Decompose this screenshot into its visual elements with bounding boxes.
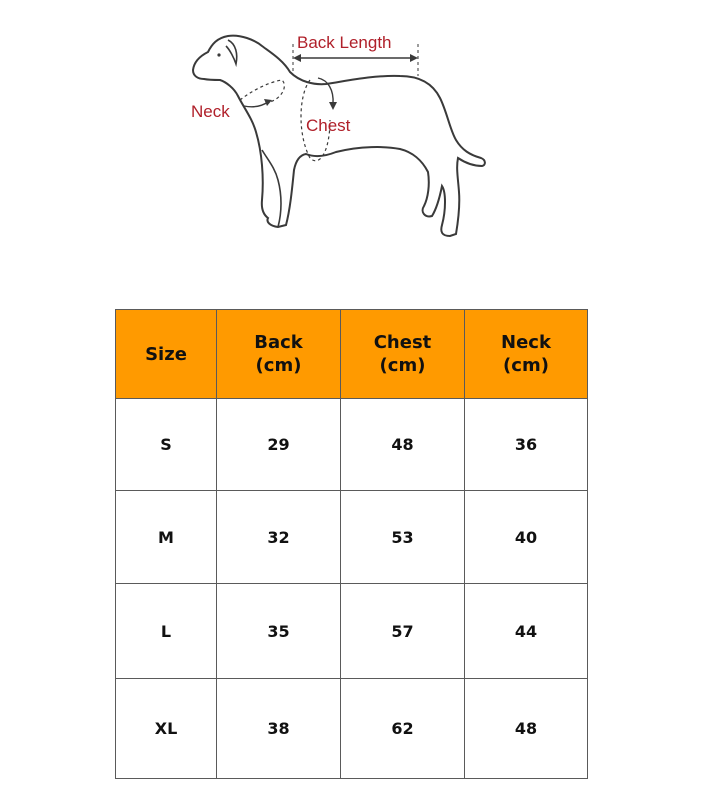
header-neck-label: Neck xyxy=(501,332,551,353)
cell-size: L xyxy=(116,584,217,679)
cell-back: 29 xyxy=(217,399,341,491)
dog-measurement-diagram xyxy=(0,0,711,270)
cell-size: S xyxy=(116,399,217,491)
cell-chest: 57 xyxy=(341,584,465,679)
table-row xyxy=(116,679,588,779)
size-chart-table xyxy=(115,309,588,779)
dog-eye xyxy=(217,53,220,56)
cell-size: XL xyxy=(116,679,217,779)
header-chest-label: Chest xyxy=(373,332,432,353)
header-neck-unit: (cm) xyxy=(503,355,549,376)
cell-neck: 40 xyxy=(465,491,588,584)
header-size xyxy=(116,310,217,399)
table-header-row xyxy=(116,310,588,399)
table-row xyxy=(116,491,588,584)
cell-chest: 62 xyxy=(341,679,465,779)
cell-back: 35 xyxy=(217,584,341,679)
table-row xyxy=(116,399,588,491)
header-back xyxy=(217,310,341,399)
neck-measure-loop xyxy=(240,80,284,102)
cell-back: 38 xyxy=(217,679,341,779)
cell-neck: 44 xyxy=(465,584,588,679)
cell-back: 32 xyxy=(217,491,341,584)
cell-size: M xyxy=(116,491,217,584)
header-neck xyxy=(465,310,588,399)
neck-label: Neck xyxy=(191,102,230,121)
header-chest-unit: (cm) xyxy=(379,355,426,376)
cell-chest: 53 xyxy=(341,491,465,584)
cell-neck: 48 xyxy=(465,679,588,779)
cell-neck: 36 xyxy=(465,399,588,491)
header-size-label: Size xyxy=(145,343,187,365)
dog-illustration xyxy=(0,0,711,270)
table-row xyxy=(116,584,588,679)
cell-chest: 48 xyxy=(341,399,465,491)
header-chest xyxy=(341,310,465,399)
back-length-label: Back Length xyxy=(297,33,392,52)
dog-ear xyxy=(226,40,237,64)
chest-label: Chest xyxy=(306,116,351,135)
header-back-unit: (cm) xyxy=(255,355,302,376)
dog-outline xyxy=(193,36,485,236)
header-back-label: Back xyxy=(254,332,303,353)
